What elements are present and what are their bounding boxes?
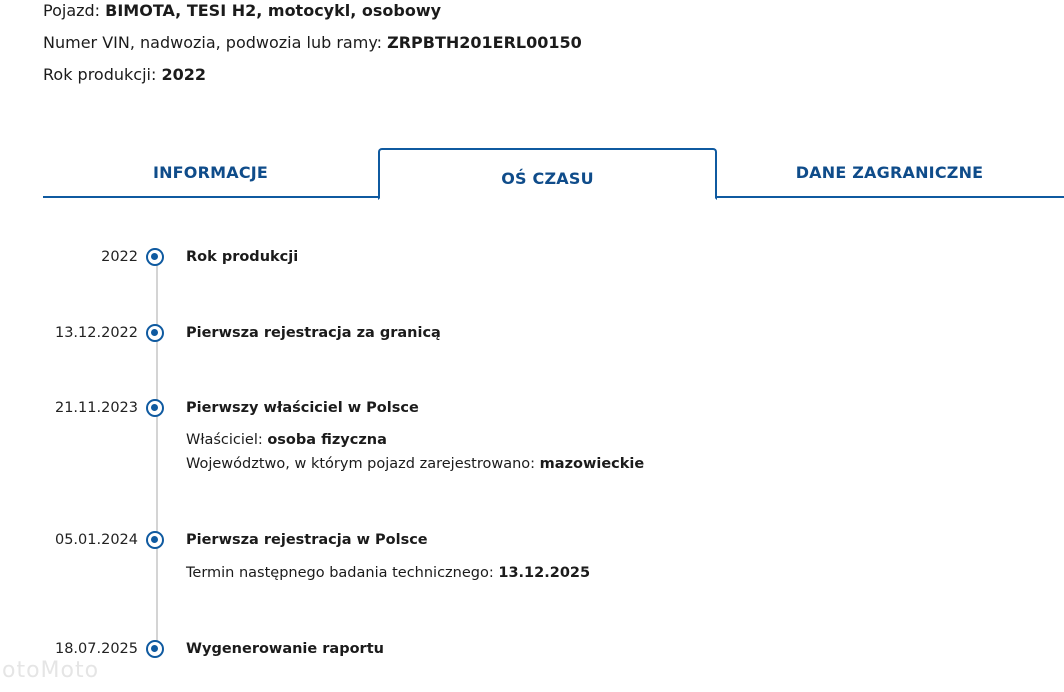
tab-informacje-label: INFORMACJE <box>152 162 269 182</box>
inspection-label: Termin następnego badania technicznego: <box>186 565 499 581</box>
owner-value: osoba fizyczna <box>267 432 387 448</box>
timeline-title: Pierwsza rejestracja za granicą <box>186 325 441 341</box>
timeline-date: 21.11.2023 <box>54 400 138 416</box>
watermark-logo: otoMoto <box>2 658 100 683</box>
tab-os-czasu-label: OŚ CZASU <box>501 168 594 188</box>
timeline-title: Pierwszy właściciel w Polsce <box>186 400 419 416</box>
timeline-detail-owner <box>186 430 387 450</box>
timeline-detail-inspection <box>186 563 590 583</box>
owner-label: Właściciel: <box>186 432 268 448</box>
production-year-value: 2022 <box>161 65 206 84</box>
voivodeship-label: Województwo, w którym pojazd zarejestrowano: <box>186 456 540 472</box>
vehicle-value: BIMOTA, TESI H2, motocykl, osobowy <box>105 1 442 20</box>
vin-label: Numer VIN, nadwozia, podwozia lub ramy: <box>43 33 388 52</box>
vehicle-label: Pojazd: <box>43 1 106 20</box>
voivodeship-value: mazowieckie <box>539 456 645 472</box>
timeline-date: 2022 <box>101 249 138 265</box>
production-year-label: Rok produkcji: <box>43 65 162 84</box>
timeline-title: Rok produkcji <box>186 249 299 265</box>
timeline-dot-icon <box>146 640 164 658</box>
timeline-title: Pierwsza rejestracja w Polsce <box>186 532 428 548</box>
timeline-dot-icon <box>146 324 164 342</box>
tab-dane-zagraniczne-label: DANE ZAGRANICZNE <box>795 162 984 182</box>
inspection-value: 13.12.2025 <box>498 565 591 581</box>
timeline-dot-icon <box>146 531 164 549</box>
vin-value: ZRPBTH201ERL00150 <box>387 33 582 52</box>
timeline-date: 05.01.2024 <box>54 532 138 548</box>
timeline-line <box>156 258 158 650</box>
timeline-title: Wygenerowanie raportu <box>186 641 384 657</box>
timeline-date: 13.12.2022 <box>54 325 138 341</box>
timeline-detail-voivodeship <box>186 454 644 474</box>
timeline-date: 18.07.2025 <box>54 641 138 657</box>
timeline-dot-icon <box>146 399 164 417</box>
timeline-dot-icon <box>146 248 164 266</box>
tab-os-czasu[interactable] <box>378 148 717 200</box>
